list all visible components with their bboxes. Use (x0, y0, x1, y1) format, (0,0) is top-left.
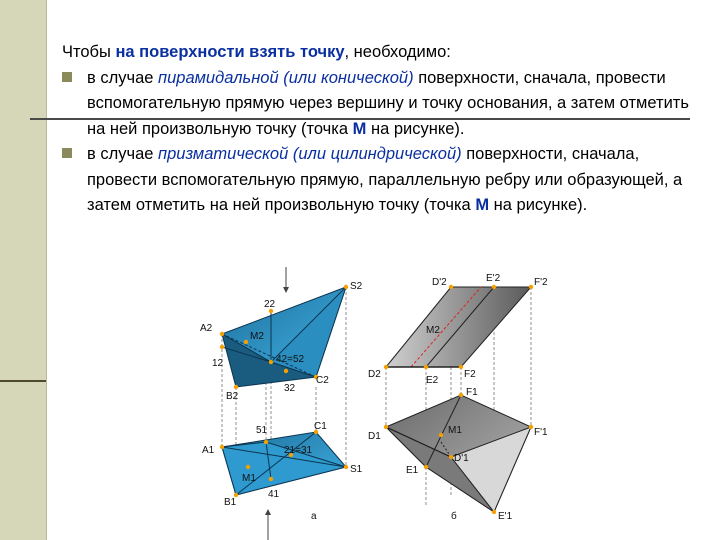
bullet1-point: М (352, 119, 367, 138)
intro-suffix: , необходимо: (344, 43, 451, 61)
label-41: 41 (268, 489, 280, 500)
side-band-divider (0, 380, 46, 382)
bullet-marker (62, 72, 72, 82)
slide-text (62, 40, 702, 219)
bullet1-text3: на рисунке). (366, 119, 465, 138)
label-A1: A1 (202, 445, 215, 456)
projection-figure (186, 267, 586, 540)
label-F2: F2 (464, 369, 476, 380)
label-B2: B2 (226, 391, 239, 402)
label-42: 42=52 (276, 354, 305, 365)
label-D2: D2 (368, 369, 381, 380)
label-E1p: E'1 (498, 511, 513, 522)
label-C2: C2 (316, 375, 329, 386)
intro-line (62, 40, 702, 66)
label-C1: C1 (314, 421, 327, 432)
label-M1: M1 (242, 473, 256, 484)
label-F2p: F'2 (534, 277, 548, 288)
label-21: 21=31 (284, 445, 313, 456)
bullet1-emphasis: пирамидальной (или конической) (158, 68, 414, 87)
prism-drawing (368, 273, 548, 522)
label-51: 51 (256, 425, 268, 436)
bullet-prismatic (62, 142, 702, 219)
label-M2-prism: M2 (426, 325, 440, 336)
label-E2: E2 (426, 375, 439, 386)
label-E1: E1 (406, 465, 419, 476)
bullet2-emphasis: призматической (или цилиндрической) (158, 145, 462, 163)
intro-emphasis: на поверхности взять точку (115, 43, 345, 61)
vertical-rule (46, 0, 47, 540)
label-S1: S1 (350, 464, 363, 475)
bullet-marker (62, 148, 72, 158)
label-M2: M2 (250, 331, 264, 342)
bullet1-text1: в случае (87, 68, 159, 87)
label-32: 32 (284, 383, 296, 394)
bullet2-point: М (475, 196, 490, 214)
intro-prefix: Чтобы (62, 43, 116, 61)
bullet2-text3: на рисунке). (489, 196, 588, 214)
bullet1-text2: поверхности, сначала, провести вспомогательную прямую через вершину и точку основания, а затем отметить на ней произвольную точку (точка (87, 68, 689, 138)
label-12: 12 (212, 358, 224, 369)
label-A2: A2 (200, 323, 213, 334)
side-band (0, 0, 46, 540)
label-F1p: F'1 (534, 427, 548, 438)
label-S2: S2 (350, 281, 363, 292)
label-D1p: D'1 (454, 453, 469, 464)
label-B1: B1 (224, 497, 237, 508)
label-M1-prism: M1 (448, 425, 462, 436)
bullet2-text2: поверхности, сначала, провести вспомогательную прямую, параллельную ребру или образующей, а затем отметить на ней произвольную точку (точка (87, 145, 683, 214)
label-D1: D1 (368, 431, 381, 442)
label-D2p: D'2 (432, 277, 447, 288)
label-E2p: E'2 (486, 273, 501, 284)
bullet2-text1: в случае (87, 145, 159, 163)
caption-b: б (451, 511, 457, 522)
pyramid-drawing (200, 267, 363, 540)
bullet-pyramidal (62, 66, 702, 143)
caption-a: а (311, 511, 317, 522)
label-22: 22 (264, 299, 276, 310)
label-F1: F1 (466, 387, 478, 398)
